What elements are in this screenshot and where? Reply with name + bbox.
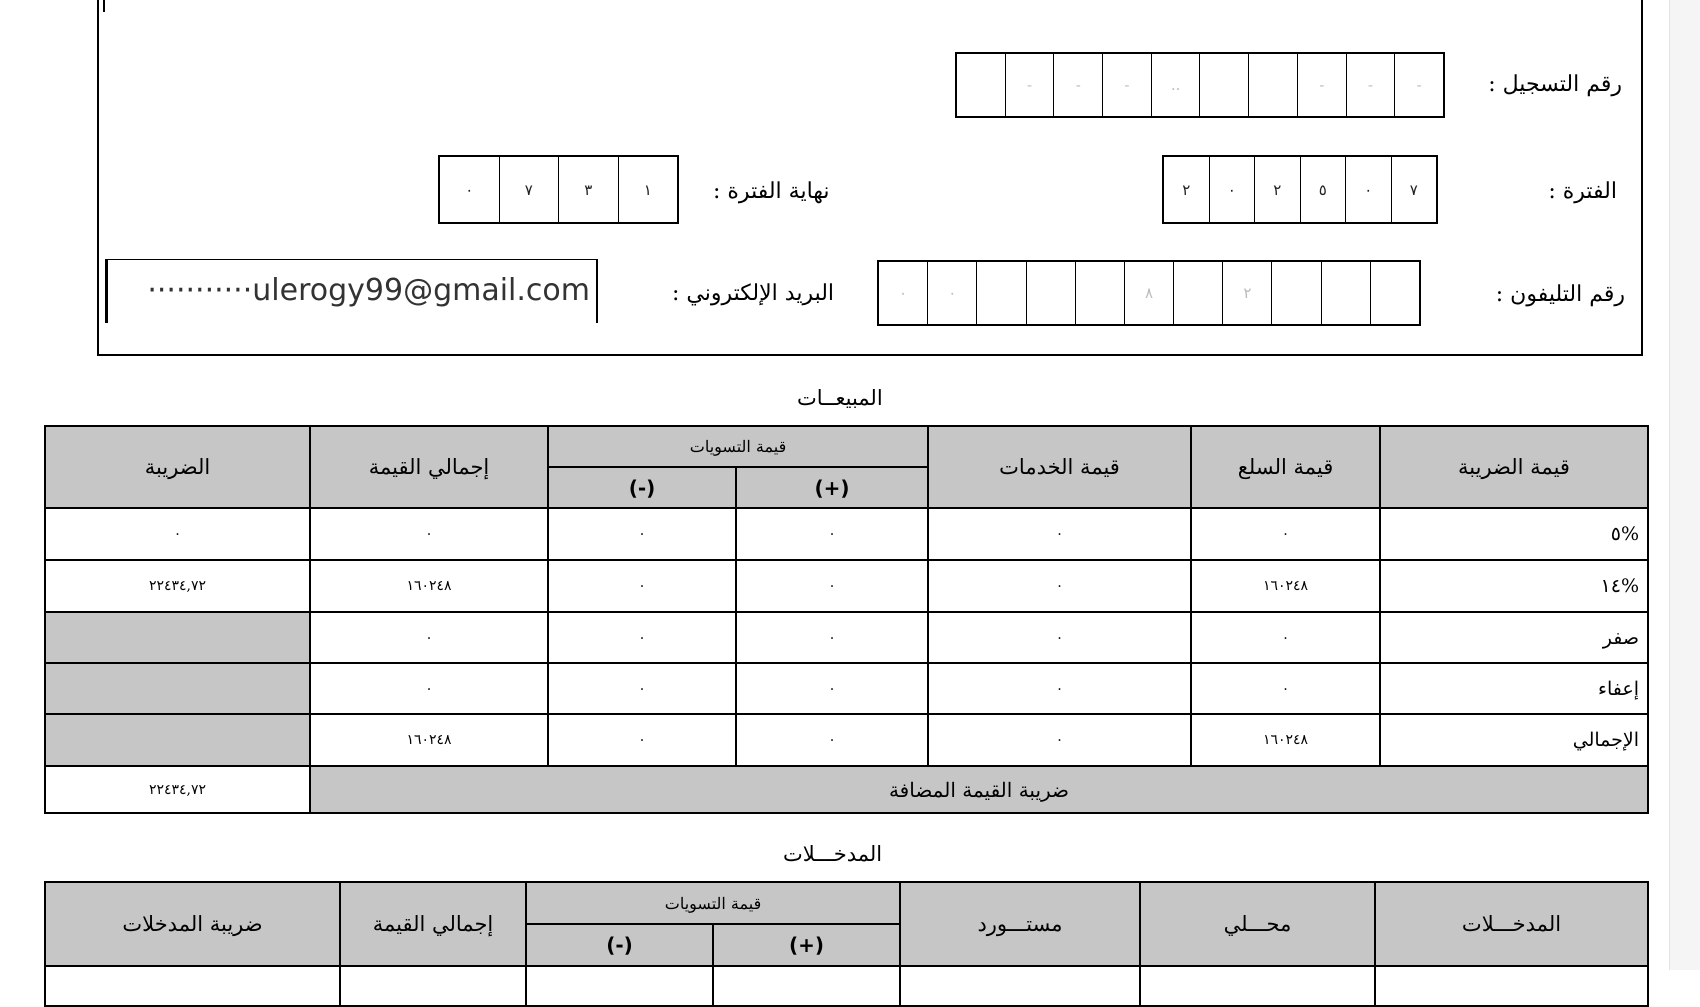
cell-total: ٠: [310, 663, 548, 714]
header-total-value: إجمالي القيمة: [340, 882, 526, 966]
phone-digit-cell[interactable]: ٠: [927, 262, 976, 324]
cell-plus: ٠: [736, 612, 928, 663]
cell-plus: ٠: [736, 560, 928, 612]
phone-digit-cell[interactable]: [1173, 262, 1222, 324]
registration-digit-cell[interactable]: -: [1005, 54, 1054, 116]
header-total-value: إجمالي القيمة: [310, 426, 548, 508]
cell-goods: ١٦٠٢٤٨: [1191, 714, 1380, 766]
header-inputs: المدخـــلات: [1375, 882, 1648, 966]
row-label: إعفاء: [1380, 663, 1648, 714]
phone-digit-cell[interactable]: [1075, 262, 1124, 324]
period-digit-cell[interactable]: ٢: [1182, 180, 1191, 199]
phone-digit-cell[interactable]: [1271, 262, 1320, 324]
row-label: %٥: [1380, 508, 1648, 560]
page-scroll-gutter[interactable]: [1669, 0, 1700, 970]
vat-value: ٢٢٤٣٤,٧٢: [45, 766, 310, 813]
period-end-label: نهاية الفترة :: [713, 179, 830, 204]
period-digit-cell[interactable]: ٠: [1345, 157, 1391, 222]
registration-digit-cell[interactable]: -: [1394, 54, 1443, 116]
cell-minus: ٠: [548, 714, 736, 766]
registration-digit-cell[interactable]: -: [1346, 54, 1395, 116]
cell-total: ١٦٠٢٤٨: [310, 714, 548, 766]
header-adjust-plus: (+): [713, 924, 900, 966]
cell-total: ٠: [310, 508, 548, 560]
phone-digit-cell[interactable]: [1321, 262, 1370, 324]
registration-number-field[interactable]: [955, 52, 1445, 118]
cell-plus: ٠: [736, 508, 928, 560]
registration-digit-cell[interactable]: [1199, 54, 1248, 116]
header-adjustments: قيمة التسويات: [526, 882, 900, 924]
cell-tax-disabled: [45, 612, 310, 663]
sales-section-title: المبيعــات: [797, 386, 883, 410]
registration-digit-cell[interactable]: ..: [1151, 54, 1200, 116]
period-digit-cell[interactable]: ٢: [1254, 157, 1300, 222]
cell-services: ٠: [928, 714, 1191, 766]
phone-number-field[interactable]: [877, 260, 1421, 326]
cell-minus: ٠: [548, 612, 736, 663]
period-end-digit-cell[interactable]: ٧: [499, 157, 559, 222]
cell-tax: ٠: [45, 508, 310, 560]
header-tax: الضريبة: [45, 426, 310, 508]
row-label: %١٤: [1380, 560, 1648, 612]
cell-tax-disabled: [45, 663, 310, 714]
registration-label: رقم التسجيل :: [1488, 72, 1622, 97]
cell-plus: ٠: [736, 714, 928, 766]
period-digit-cell[interactable]: ٥: [1300, 157, 1346, 222]
header-goods-value: قيمة السلع: [1191, 426, 1380, 508]
registration-digit-cell[interactable]: [957, 54, 1005, 116]
cell-minus: ٠: [548, 663, 736, 714]
row-label: صفر: [1380, 612, 1648, 663]
phone-label: رقم التليفون :: [1495, 282, 1625, 307]
cell-services: ٠: [928, 612, 1191, 663]
period-digit-cell[interactable]: ٧: [1391, 157, 1437, 222]
table-row-total: [45, 714, 1648, 766]
table-row: [45, 663, 1648, 714]
cell-goods: ٠: [1191, 663, 1380, 714]
inputs-section-title: المدخـــلات: [783, 842, 883, 866]
period-end-digit-cell[interactable]: ٣: [558, 157, 618, 222]
cell-tax-disabled: [45, 714, 310, 766]
header-inputs-tax: ضريبة المدخلات: [45, 882, 340, 966]
sales-table: [44, 425, 1649, 814]
header-adjust-minus: (-): [526, 924, 713, 966]
cell-goods: ٠: [1191, 508, 1380, 560]
cell-minus: ٠: [548, 560, 736, 612]
phone-digit-cell[interactable]: [1370, 262, 1419, 324]
registration-digit-cell[interactable]: [1248, 54, 1297, 116]
header-adjust-minus: (-): [548, 467, 736, 508]
table-row: [45, 508, 1648, 560]
cell-tax: ٢٢٤٣٤,٧٢: [45, 560, 310, 612]
box-edge-mark: [103, 0, 105, 12]
header-services-value: قيمة الخدمات: [928, 426, 1191, 508]
header-local: محـــلي: [1140, 882, 1375, 966]
email-field[interactable]: ···········ulerogy99@gmail.com: [105, 259, 598, 323]
cell-total: ٠: [310, 612, 548, 663]
cell-services: ٠: [928, 508, 1191, 560]
cell-goods: ١٦٠٢٤٨: [1191, 560, 1380, 612]
period-end-digit-cell[interactable]: ٠: [465, 180, 474, 199]
period-end-field[interactable]: [438, 155, 679, 224]
table-row: [45, 612, 1648, 663]
phone-digit-cell[interactable]: ٠: [899, 284, 908, 302]
phone-digit-cell[interactable]: [976, 262, 1025, 324]
phone-digit-cell[interactable]: ٨: [1124, 262, 1173, 324]
registration-digit-cell[interactable]: -: [1297, 54, 1346, 116]
cell-services: ٠: [928, 560, 1191, 612]
cell-plus: ٠: [736, 663, 928, 714]
registration-digit-cell[interactable]: -: [1053, 54, 1102, 116]
vat-label: ضريبة القيمة المضافة: [310, 766, 1648, 813]
cell-goods: ٠: [1191, 612, 1380, 663]
inputs-table: [44, 881, 1649, 1007]
registration-digit-cell[interactable]: -: [1102, 54, 1151, 116]
phone-digit-cell[interactable]: [1026, 262, 1075, 324]
header-adjust-plus: (+): [736, 467, 928, 508]
period-field[interactable]: [1162, 155, 1438, 224]
header-imported: مستـــورد: [900, 882, 1140, 966]
table-row: [45, 966, 1648, 1006]
table-row: [45, 560, 1648, 612]
vat-row: [45, 766, 1648, 813]
phone-digit-cell[interactable]: ٢: [1222, 262, 1271, 324]
cell-minus: ٠: [548, 508, 736, 560]
period-digit-cell[interactable]: ٠: [1209, 157, 1255, 222]
header-adjustments: قيمة التسويات: [548, 426, 928, 467]
email-label: البريد الإلكتروني :: [672, 281, 835, 306]
header-tax-rate: قيمة الضريبة: [1380, 426, 1648, 508]
cell-services: ٠: [928, 663, 1191, 714]
row-label: الإجمالي: [1380, 714, 1648, 766]
period-end-digit-cell[interactable]: ١: [618, 157, 678, 222]
cell-total: ١٦٠٢٤٨: [310, 560, 548, 612]
period-label: الفترة :: [1548, 179, 1617, 204]
